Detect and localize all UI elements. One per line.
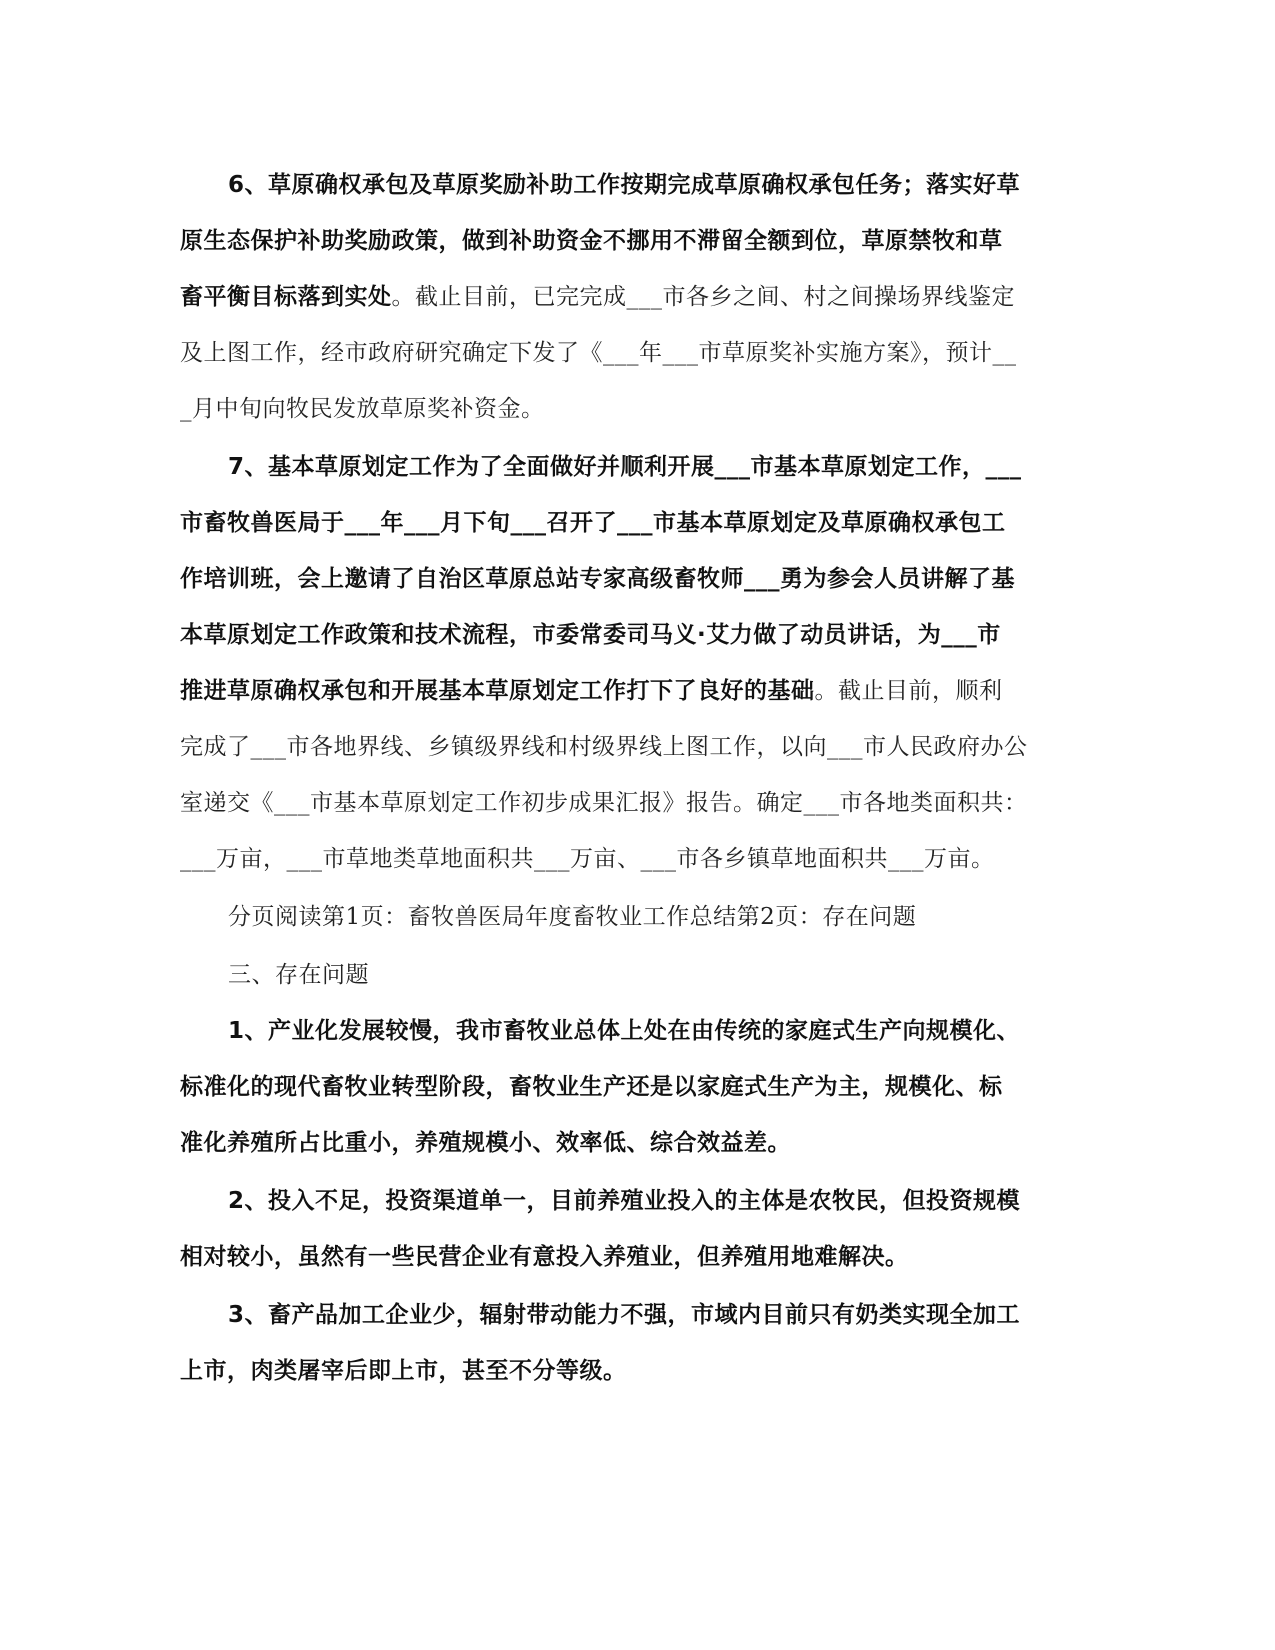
paragraph-7-line-3-text: 作培训班，会上邀请了自治区草原总站专家高级畜牧师___勇为参会人员讲解了基 [180, 566, 1015, 592]
issue-3-line-2-text: 上市，肉类屠宰后即上市，甚至不分等级。 [180, 1358, 627, 1384]
paragraph-7-line-3 [180, 564, 1015, 594]
issue-2-line-2-text: 相对较小，虽然有一些民营企业有意投入养殖业，但养殖用地难解决。 [180, 1244, 909, 1270]
issue-3-line-1-text: 3、畜产品加工企业少，辐射带动能力不强，市域内目前只有奶类实现全加工 [228, 1302, 1021, 1328]
paragraph-7-line-8-text: ___万亩，___市草地类草地面积共___万亩、___市各乡镇草地面积共___万亩。 [180, 846, 995, 872]
paragraph-7-line-4-text: 本草原划定工作政策和技术流程，市委常委司马义·艾力做了动员讲话，为___市 [180, 622, 1001, 648]
paragraph-7-line-7 [180, 788, 1028, 818]
paragraph-6-line-2 [180, 226, 1003, 256]
issue-1-line-3-text: 准化养殖所占比重小，养殖规模小、效率低、综合效益差。 [180, 1130, 791, 1156]
paragraph-7-line-4 [180, 620, 1001, 650]
paragraph-7-line-2-text: 市畜牧兽医局于___年___月下旬___召开了___市基本草原划定及草原确权承包工 [180, 510, 1006, 536]
paragraph-6-line-1 [228, 170, 1020, 200]
section-heading [228, 960, 369, 990]
issue-2-line-1-text: 2、投入不足，投资渠道单一，目前养殖业投入的主体是农牧民，但投资规模 [228, 1188, 1021, 1214]
paragraph-7-line-5 [180, 676, 1003, 706]
pagination-note-text: 分页阅读第1页：畜牧兽医局年度畜牧业工作总结第2页：存在问题 [228, 904, 917, 930]
issue-2-line-1 [228, 1186, 1020, 1216]
paragraph-7-line-1-text: 7、基本草原划定工作为了全面做好并顺利开展___市基本草原划定工作，___ [228, 454, 1022, 480]
issue-1-line-2-text: 标准化的现代畜牧业转型阶段，畜牧业生产还是以家庭式生产为主，规模化、标 [180, 1074, 1003, 1100]
paragraph-6-line-3-normal: 。截止目前，已完完成___市各乡之间、村之间操场界线鉴定 [391, 284, 1015, 310]
paragraph-6-line-4 [180, 338, 1017, 368]
issue-1-line-3 [180, 1128, 791, 1158]
issue-3-line-2 [180, 1356, 627, 1386]
paragraph-7-line-6-text: 完成了___市各地界线、乡镇级界线和村级界线上图工作，以向___市人民政府办公 [180, 734, 1028, 760]
paragraph-6-line-4-text: 及上图工作，经市政府研究确定下发了《___年___市草原奖补实施方案》，预计__ [180, 340, 1017, 366]
issue-1-line-1 [228, 1016, 1020, 1046]
paragraph-6-line-1-text: 6、草原确权承包及草原奖励补助工作按期完成草原确权承包任务；落实好草 [228, 172, 1021, 198]
issue-2-line-2 [180, 1242, 909, 1272]
paragraph-7-line-8 [180, 844, 995, 874]
paragraph-6-line-2-text: 原生态保护补助奖励政策，做到补助资金不挪用不滞留全额到位，草原禁牧和草 [180, 228, 1003, 254]
issue-1-line-1-text: 1、产业化发展较慢，我市畜牧业总体上处在由传统的家庭式生产向规模化、 [228, 1018, 1021, 1044]
paragraph-6-line-5 [180, 394, 545, 424]
pagination-note [228, 902, 916, 932]
section-heading-text: 三、存在问题 [228, 962, 369, 988]
paragraph-7-line-7-text: 室递交《___市基本草原划定工作初步成果汇报》报告。确定___市各地类面积共： [180, 790, 1028, 816]
paragraph-7-line-5-normal: 。截止目前，顺利 [814, 678, 1003, 704]
paragraph-6-line-3 [180, 282, 1015, 312]
paragraph-7-line-6 [180, 732, 1028, 762]
issue-1-line-2 [180, 1072, 1003, 1102]
paragraph-6-line-5-text: _月中旬向牧民发放草原奖补资金。 [180, 396, 545, 422]
paragraph-7-line-2 [180, 508, 1006, 538]
issue-3-line-1 [228, 1300, 1020, 1330]
paragraph-6-line-3-bold: 畜平衡目标落到实处 [180, 284, 392, 310]
paragraph-7-line-5-bold: 推进草原确权承包和开展基本草原划定工作打下了良好的基础 [180, 678, 815, 704]
paragraph-7-line-1 [228, 452, 1022, 482]
